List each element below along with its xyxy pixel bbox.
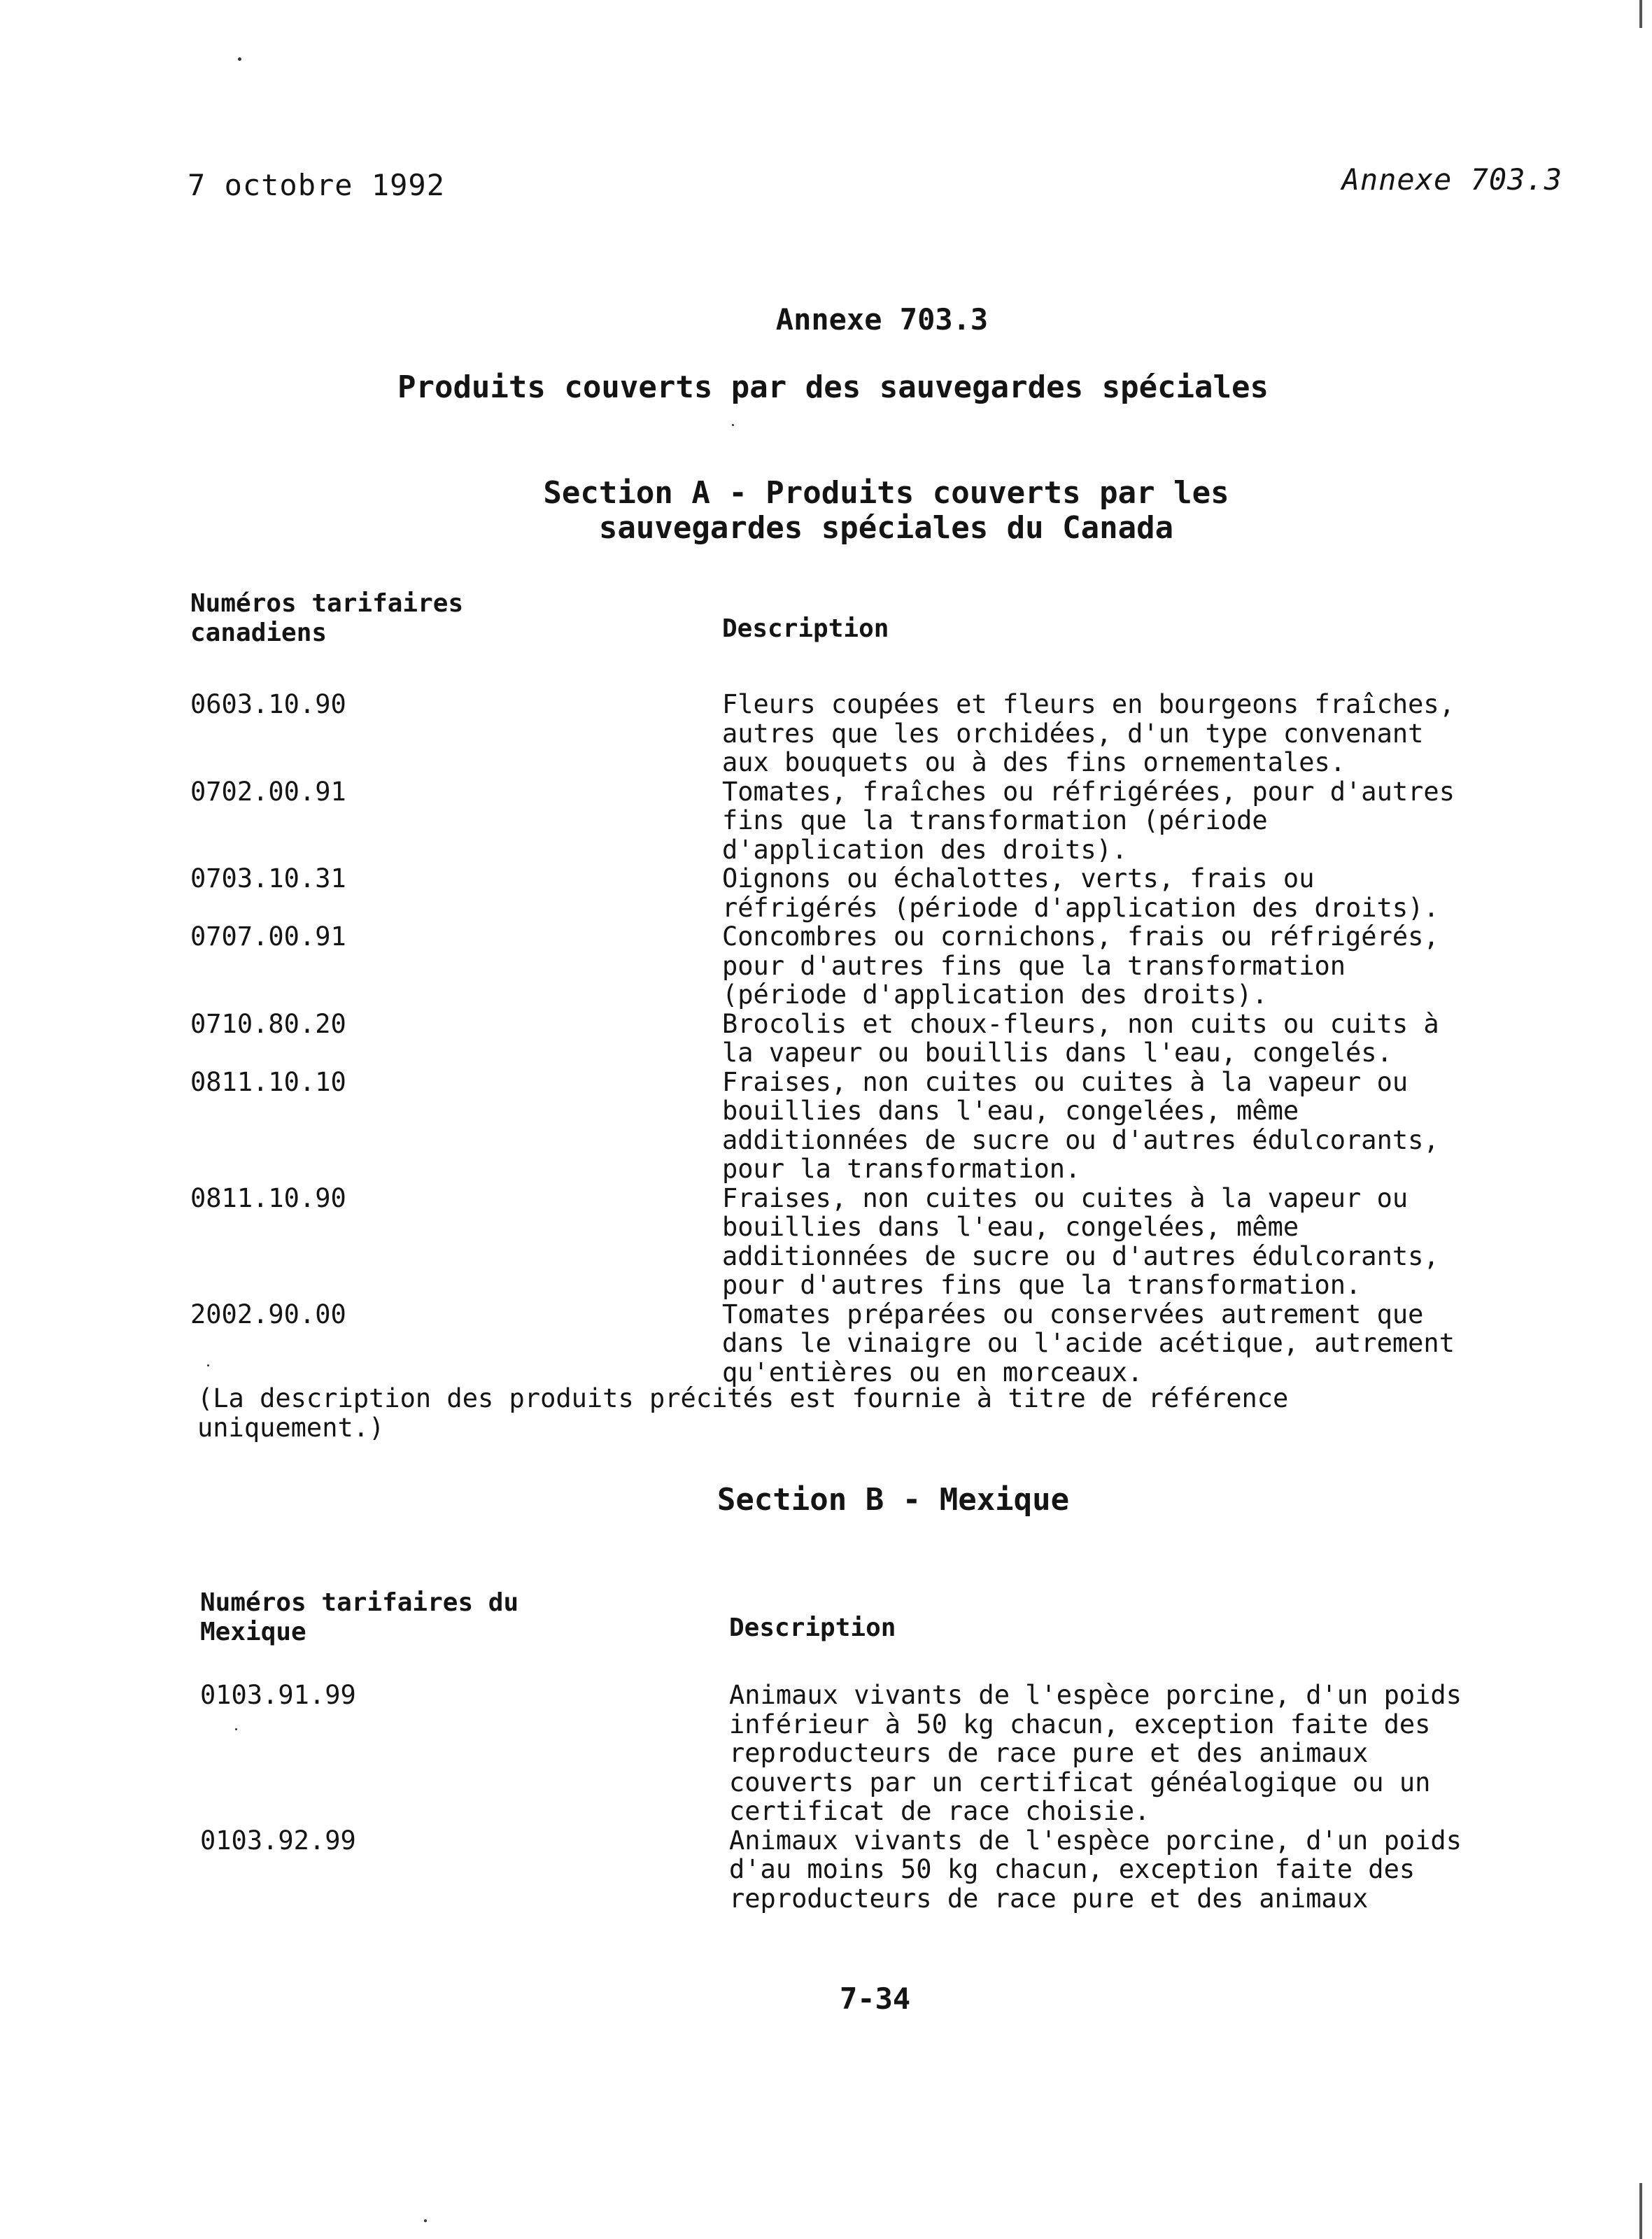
- table-row: [190, 777, 1590, 865]
- table-row: [200, 1681, 1597, 1826]
- product-description: Tomates, fraîches ou réfrigérées, pour d'autres fins que la transformation (période d'application des droits).: [722, 776, 1455, 865]
- column-header-description: Description: [722, 614, 889, 643]
- section-b-heading: Section B - Mexique: [716, 1482, 1070, 1518]
- annex-title: Annexe 703.3: [775, 302, 989, 337]
- product-description: Concombres ou cornichons, frais ou réfrigérés, pour d'autres fins que la transformation (période d'application des droits).: [722, 921, 1439, 1010]
- section-a-table: [190, 589, 1590, 1448]
- section-b-table: [200, 1588, 1597, 1956]
- document-subtitle: Produits couverts par des sauvegardes spéciales: [397, 369, 1269, 405]
- tariff-code: 0811.10.10: [190, 1066, 346, 1097]
- tariff-code: 0103.91.99: [200, 1680, 356, 1710]
- tariff-code: 0703.10.31: [190, 863, 346, 894]
- scan-speck: [424, 2219, 427, 2222]
- product-description: Fraises, non cuites ou cuites à la vapeur ou bouillies dans l'eau, congelées, même additionnées de sucre ou d'autres édulcorants, pour d'autres fins que la transformation.: [722, 1182, 1439, 1300]
- table-row: [190, 1010, 1590, 1068]
- product-description: Animaux vivants de l'espèce porcine, d'un poids inférieur à 50 kg chacun, exception faite des reproducteurs de race pure et des animaux couverts par un certificat généalogique ou un certificat de race choisie.: [729, 1680, 1462, 1826]
- scan-speck: [207, 1364, 209, 1366]
- tariff-code: 2002.90.00: [190, 1299, 346, 1329]
- table-row: [190, 1300, 1590, 1387]
- product-description: Fleurs coupées et fleurs en bourgeons fraîches, autres que les orchidées, d'un type convenant aux bouquets ou à des fins ornementales.: [722, 689, 1455, 777]
- column-header-code: Numéros tarifaires du Mexique: [200, 1588, 519, 1646]
- product-description: Tomates préparées ou conservées autrement que dans le vinaigre ou l'acide acétique, autrement qu'entières ou en morceaux.: [722, 1299, 1455, 1387]
- tariff-code: 0702.00.91: [190, 776, 346, 807]
- table-row: [190, 864, 1590, 922]
- column-header-description: Description: [729, 1613, 896, 1642]
- product-description: Brocolis et choux-fleurs, non cuits ou cuits à la vapeur ou bouillis dans l'eau, congelés.: [722, 1008, 1439, 1068]
- table-row: [190, 1068, 1590, 1184]
- scan-speck: [732, 424, 734, 426]
- scan-speck: [238, 57, 241, 61]
- tariff-code: 0710.80.20: [190, 1008, 346, 1039]
- tariff-code: 0811.10.90: [190, 1182, 346, 1213]
- table-row: [190, 1184, 1590, 1300]
- table-row: [190, 690, 1590, 777]
- header-date: 7 octobre 1992: [188, 168, 446, 202]
- scan-edge-mark: [1639, 2183, 1642, 2239]
- product-description: Fraises, non cuites ou cuites à la vapeur ou bouillies dans l'eau, congelées, même additionnées de sucre ou d'autres édulcorants, pour la transformation.: [722, 1066, 1439, 1184]
- tariff-code: 0707.00.91: [190, 921, 346, 952]
- page-number: 7-34: [840, 1982, 911, 2016]
- tariff-code: 0103.92.99: [200, 1825, 356, 1856]
- product-description: Oignons ou échalottes, verts, frais ou réfrigérés (période d'application des droits).: [722, 863, 1439, 923]
- column-header-code: Numéros tarifaires canadiens: [190, 589, 464, 647]
- table-row: [190, 922, 1590, 1010]
- scan-edge-mark: [1639, 0, 1642, 28]
- reference-note: (La description des produits précités est fournie à titre de référence uniquement.): [197, 1383, 1289, 1443]
- product-description: Animaux vivants de l'espèce porcine, d'un poids d'au moins 50 kg chacun, exception faite des reproducteurs de race pure et des animaux: [729, 1825, 1462, 1914]
- section-a-header-row: [190, 589, 1590, 648]
- tariff-code: 0603.10.90: [190, 689, 346, 719]
- section-a-heading: Section A - Produits couverts par les sauvegardes spéciales du Canada: [543, 475, 1229, 546]
- section-b-header-row: [200, 1588, 1597, 1647]
- table-row: [200, 1826, 1597, 1914]
- scan-speck: [235, 1728, 237, 1730]
- header-annex-ref: Annexe 703.3: [1341, 162, 1562, 197]
